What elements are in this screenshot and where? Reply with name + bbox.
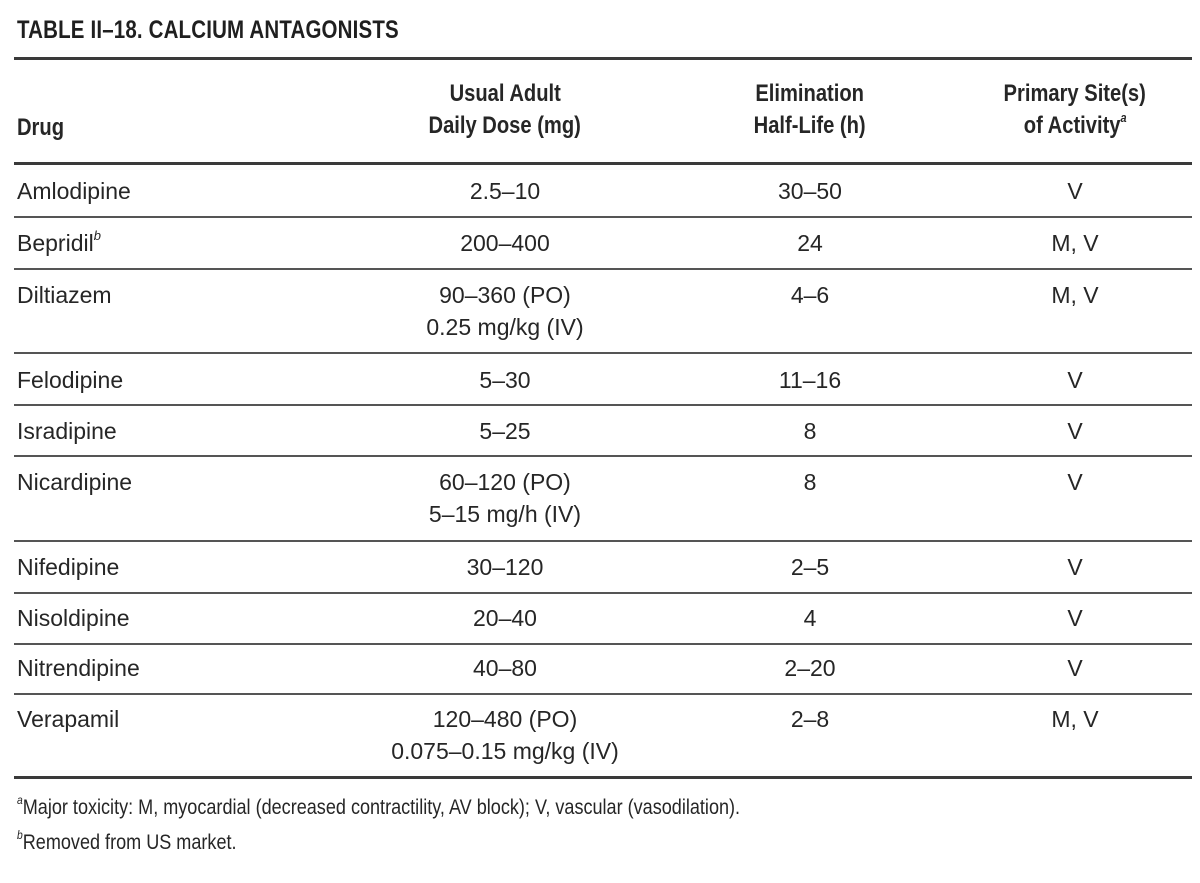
table-cell-dose: 5–30 bbox=[479, 367, 531, 393]
table-cell-dose: 30–120 bbox=[466, 554, 544, 580]
row-divider bbox=[14, 404, 1192, 406]
table-cell-half-life: 8 bbox=[803, 469, 817, 495]
table-cell-dose: 90–360 (PO) 0.25 mg/kg (IV) bbox=[426, 282, 584, 340]
table-cell-drug: Nitrendipine bbox=[17, 655, 140, 681]
table-cell-dose: 200–400 bbox=[460, 230, 550, 256]
footnote-mark-b: b bbox=[93, 228, 101, 244]
row-divider bbox=[14, 455, 1192, 457]
table-cell-site: V bbox=[1067, 367, 1083, 393]
table-cell-dose: 2.5–10 bbox=[469, 178, 541, 204]
table-cell-dose: 120–480 (PO) 0.075–0.15 mg/kg (IV) bbox=[391, 706, 619, 764]
header-rule bbox=[14, 162, 1192, 165]
table-cell-dose: 5–25 bbox=[479, 418, 531, 444]
table-cell-site: M, V bbox=[1051, 282, 1099, 308]
table-cell-drug: Verapamil bbox=[17, 706, 120, 732]
table-cell-half-life: 24 bbox=[797, 230, 823, 256]
row-divider bbox=[14, 268, 1192, 270]
table-cell-half-life: 2–20 bbox=[784, 655, 836, 681]
table-cell-half-life: 8 bbox=[803, 418, 817, 444]
row-divider bbox=[14, 352, 1192, 354]
table-cell-half-life: 30–50 bbox=[778, 178, 842, 204]
row-divider bbox=[14, 693, 1192, 695]
table-cell-drug: Isradipine bbox=[17, 418, 117, 444]
table-cell-site: V bbox=[1067, 469, 1083, 495]
footnote-b: $^b$Removed from US market. bbox=[17, 828, 237, 854]
header-half-life: Elimination Half-Life (h) bbox=[754, 80, 866, 139]
header-dose: Usual Adult Daily Dose (mg) bbox=[428, 80, 582, 139]
table-cell-dose: 40–80 bbox=[473, 655, 537, 681]
table-cell-drug: Bepridil$^b$ bbox=[17, 228, 101, 256]
row-divider bbox=[14, 643, 1192, 645]
table-cell-drug: Diltiazem bbox=[17, 282, 112, 308]
table-cell-site: V bbox=[1067, 554, 1083, 580]
row-divider bbox=[14, 540, 1192, 542]
table-cell-half-life: 4–6 bbox=[790, 282, 830, 308]
table-cell-site: V bbox=[1067, 178, 1083, 204]
table-cell-half-life: 2–5 bbox=[790, 554, 830, 580]
table-cell-site: V bbox=[1067, 605, 1083, 631]
table-cell-dose: 20–40 bbox=[473, 605, 537, 631]
footnote-a: $^a$Major toxicity: M, myocardial (decreased contractility, AV block); V, vascular (vasodilation). bbox=[17, 793, 741, 819]
table-cell-site: V bbox=[1067, 418, 1083, 444]
row-divider bbox=[14, 216, 1192, 218]
table-cell-site: M, V bbox=[1051, 706, 1099, 732]
table-cell-drug: Nisoldipine bbox=[17, 605, 130, 631]
table-cell-site: V bbox=[1067, 655, 1083, 681]
footnote-mark-a: a bbox=[1120, 110, 1127, 125]
table-cell-half-life: 11–16 bbox=[778, 367, 842, 393]
top-rule bbox=[14, 57, 1192, 60]
table-cell-site: M, V bbox=[1051, 230, 1099, 256]
table-cell-half-life: 4 bbox=[803, 605, 817, 631]
row-divider bbox=[14, 592, 1192, 594]
table-cell-drug: Amlodipine bbox=[17, 178, 131, 204]
header-site: Primary Site(s) of Activity$^a$ bbox=[1003, 80, 1147, 139]
table-cell-drug: Felodipine bbox=[17, 367, 124, 393]
table-cell-half-life: 2–8 bbox=[790, 706, 830, 732]
table-cell-drug: Nifedipine bbox=[17, 554, 120, 580]
bottom-rule bbox=[14, 776, 1192, 779]
table-cell-dose: 60–120 (PO) 5–15 mg/h (IV) bbox=[428, 469, 582, 527]
table-cell-drug: Nicardipine bbox=[17, 469, 133, 495]
table-title: TABLE II–18. CALCIUM ANTAGONISTS bbox=[17, 16, 399, 44]
header-drug: Drug bbox=[17, 114, 65, 141]
